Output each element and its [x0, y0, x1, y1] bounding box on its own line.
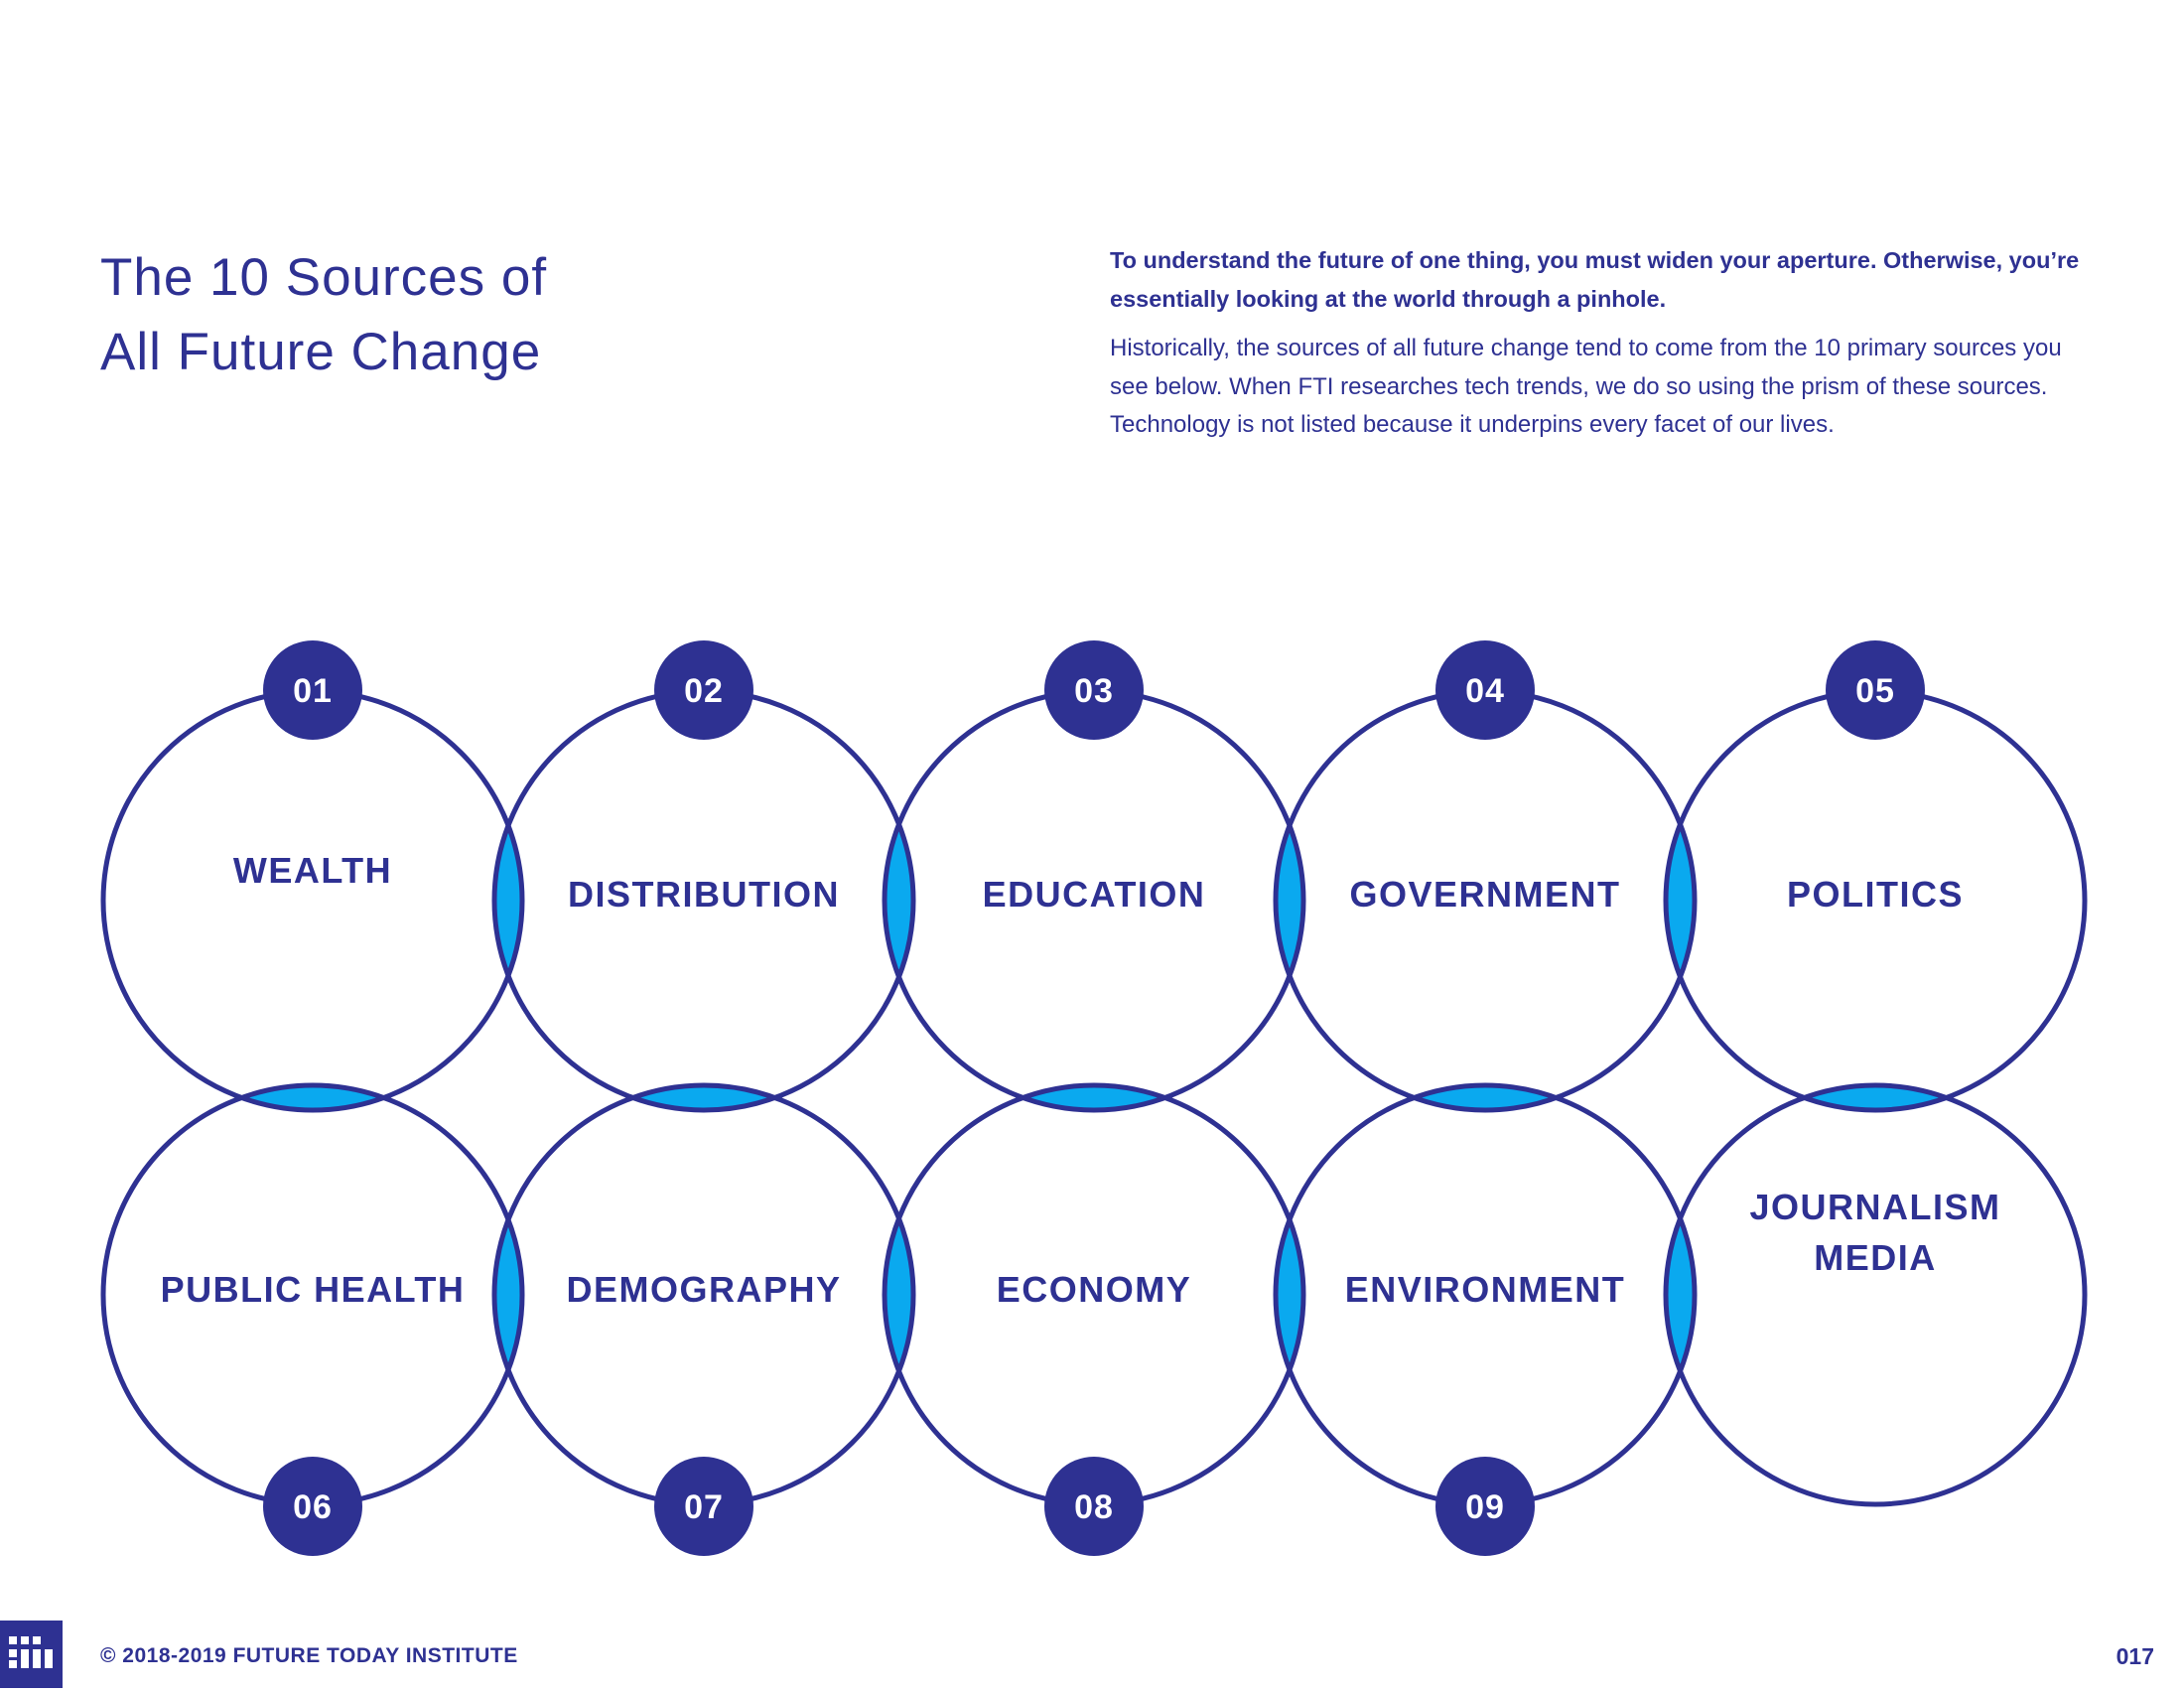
source-label-distribution: DISTRIBUTION — [568, 874, 840, 915]
source-label-politics: POLITICS — [1786, 874, 1965, 915]
copyright: © 2018-2019 FUTURE TODAY INSTITUTE — [100, 1644, 518, 1667]
source-number: 04 — [1465, 672, 1505, 710]
source-label-journalism-media — [1749, 1187, 2000, 1278]
source-number: 01 — [293, 672, 333, 710]
source-label-environment: ENVIRONMENT — [1344, 1269, 1626, 1310]
source-label-government: GOVERNMENT — [1349, 874, 1621, 915]
page-number: 017 — [2116, 1643, 2154, 1669]
page-title-line-1: The 10 Sources of — [100, 248, 548, 307]
source-number: 03 — [1074, 672, 1114, 710]
overlap-lens-horizontal — [885, 824, 913, 977]
intro-body: Historically, the sources of all future change tend to come from the 10 primary sources you see below. When FTI researches tech trends, we do so using the prism of these sources. Technology is not listed because it underpins every facet of our lives. — [1110, 335, 2062, 438]
fti-logo-icon — [0, 1621, 63, 1688]
source-label-public-health: PUBLIC HEALTH — [160, 1269, 466, 1310]
source-number: 07 — [684, 1488, 724, 1526]
source-label-economy: ECONOMY — [996, 1269, 1192, 1310]
overlap-lens-horizontal — [1666, 824, 1695, 977]
source-number: 08 — [1074, 1488, 1114, 1526]
source-number: 09 — [1465, 1488, 1505, 1526]
source-label-wealth: WEALTH — [232, 850, 393, 891]
source-ring — [1666, 1085, 2085, 1504]
source-number: 06 — [293, 1488, 333, 1526]
source-label-demography: DEMOGRAPHY — [566, 1269, 842, 1310]
intro-lede: To understand the future of one thing, you must widen your aperture. Otherwise, you’re essentially looking at the world through a pinhole. — [1110, 247, 2080, 312]
source-label-education: EDUCATION — [982, 874, 1206, 915]
source-number: 05 — [1855, 672, 1895, 710]
source-label-line: JOURNALISM — [1749, 1187, 2001, 1227]
overlap-lens-horizontal — [885, 1218, 913, 1371]
source-number: 02 — [684, 672, 724, 710]
source-ring — [103, 691, 522, 1110]
page-title-line-2: All Future Change — [100, 323, 542, 381]
source-label-line: MEDIA — [1814, 1237, 1937, 1278]
overlap-lens-horizontal — [1666, 1218, 1695, 1371]
